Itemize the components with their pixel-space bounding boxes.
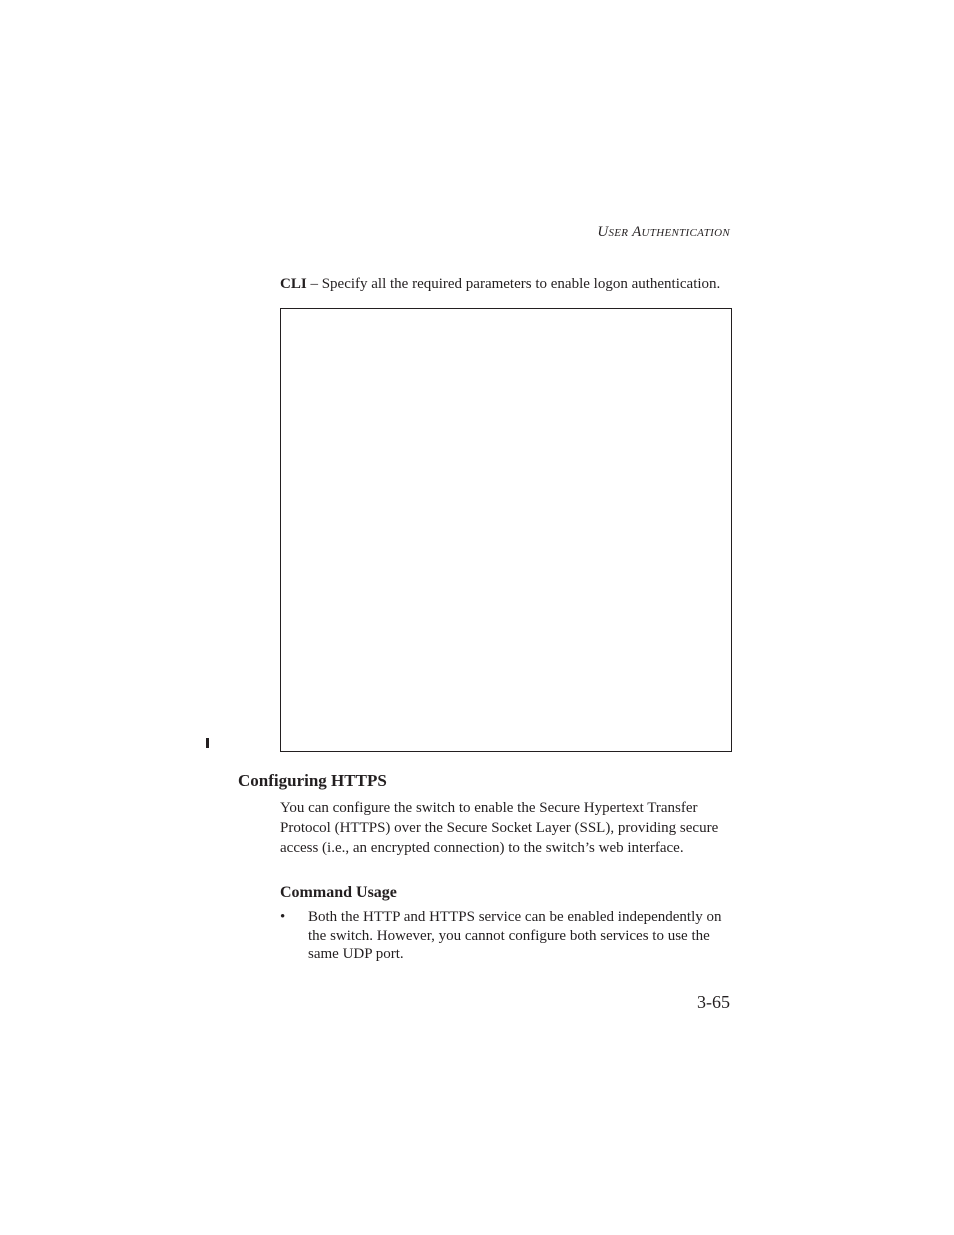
bullet-line: same UDP port. — [308, 946, 404, 962]
paragraph-line: Protocol (HTTPS) over the Secure Socket Layer (SSL), providing secure — [280, 820, 719, 836]
bullet-line: Both the HTTP and HTTPS service can be enabled independently on — [308, 909, 722, 925]
cli-intro-text: – Specify all the required parameters to enable logon authentication. — [306, 276, 721, 292]
paragraph-line: You can configure the switch to enable the Secure Hypertext Transfer — [280, 800, 698, 816]
paragraph-line: access (i.e., an encrypted connection) to the switch’s web interface. — [280, 840, 684, 856]
running-header: User Authentication — [597, 224, 730, 240]
cli-intro — [280, 276, 720, 293]
bullet-line: the switch. However, you cannot configure both services to use the — [308, 927, 710, 944]
section-paragraph — [280, 798, 730, 858]
page-number: 3-65 — [697, 992, 730, 1012]
cli-label: CLI — [280, 276, 307, 292]
command-usage-title: Command Usage — [280, 884, 397, 901]
bullet-text — [308, 908, 730, 964]
section-title: Configuring HTTPS — [238, 771, 387, 790]
cli-example-box — [280, 308, 732, 752]
change-bar — [206, 738, 209, 748]
bullet-mark: • — [280, 909, 286, 925]
